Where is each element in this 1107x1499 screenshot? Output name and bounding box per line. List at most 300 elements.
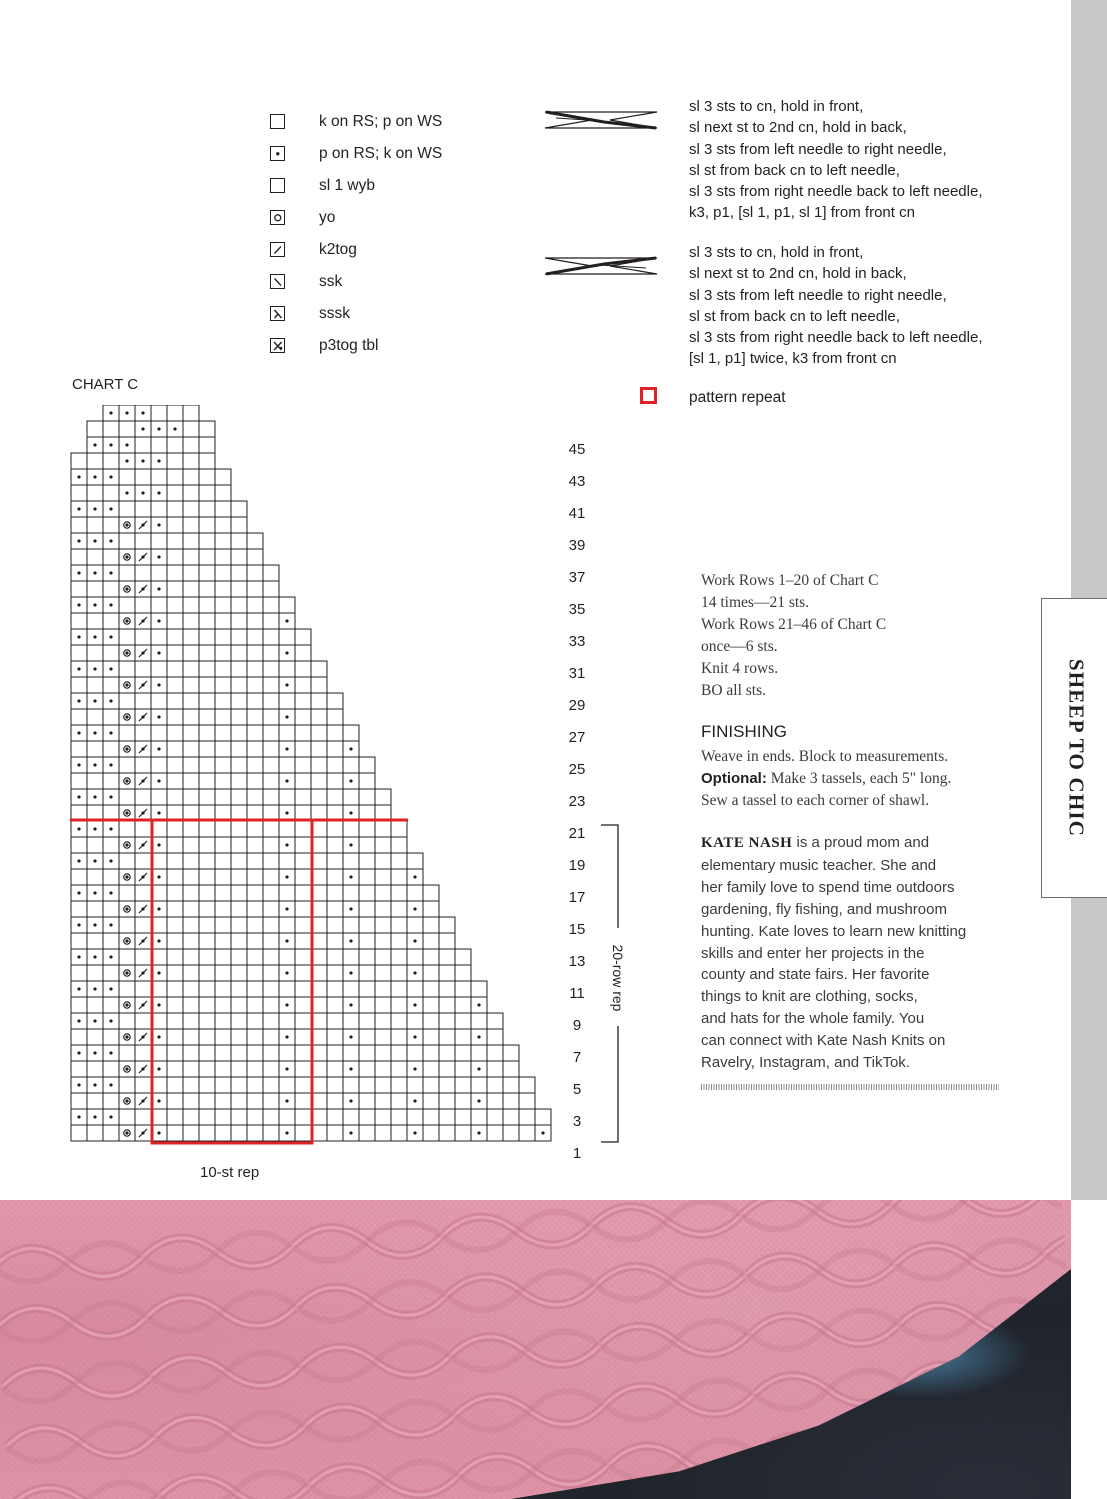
- chart-cell: [407, 1045, 423, 1061]
- chart-cell: [231, 1061, 247, 1077]
- chart-cell: [263, 997, 279, 1013]
- chart-cell: [263, 981, 279, 997]
- chart-cell: [519, 1093, 535, 1109]
- purl-dot: [93, 859, 96, 862]
- chart-cell: [231, 869, 247, 885]
- purl-dot: [125, 411, 128, 414]
- row-number: 9: [572, 1017, 582, 1034]
- chart-cell: [391, 901, 407, 917]
- purl-dot: [109, 1115, 112, 1118]
- chart-cell: [199, 1109, 215, 1125]
- purl-dot: [125, 843, 128, 846]
- chart-cell: [183, 693, 199, 709]
- chart-cell: [199, 789, 215, 805]
- row-number: 3: [572, 1113, 582, 1130]
- purl-dot: [157, 971, 160, 974]
- chart-cell: [455, 997, 471, 1013]
- chart-cell: [247, 1045, 263, 1061]
- chart-cell: [359, 1061, 375, 1077]
- purl-dot: [349, 1035, 352, 1038]
- chart-cell: [103, 453, 119, 469]
- chart-cell: [71, 837, 87, 853]
- chart-cell: [167, 709, 183, 725]
- section-tab-label: SHEEP TO CHIC: [1064, 658, 1089, 838]
- chart-cell: [199, 965, 215, 981]
- chart-cell: [119, 1109, 135, 1125]
- purl-dot: [413, 907, 416, 910]
- chart-cell: [183, 469, 199, 485]
- chart-cell: [311, 677, 327, 693]
- chart-cell: [231, 885, 247, 901]
- chart-cell: [135, 725, 151, 741]
- purl-dot: [125, 907, 128, 910]
- chart-cell: [71, 1093, 87, 1109]
- chart-cell: [375, 933, 391, 949]
- chart-cell: [71, 997, 87, 1013]
- chart-cell: [183, 853, 199, 869]
- chart-cell: [231, 853, 247, 869]
- chart-cell: [295, 1093, 311, 1109]
- chart-cell: [487, 1061, 503, 1077]
- chart-cell: [279, 661, 295, 677]
- chart-cell: [215, 581, 231, 597]
- chart-cell: [279, 885, 295, 901]
- chart-cell: [247, 725, 263, 741]
- chart-cell: [503, 1045, 519, 1061]
- purl-dot: [77, 923, 80, 926]
- chart-cell: [199, 453, 215, 469]
- chart-cell: [215, 981, 231, 997]
- chart-cell: [87, 549, 103, 565]
- chart-cell: [119, 949, 135, 965]
- chart-cell: [295, 869, 311, 885]
- chart-cell: [359, 1013, 375, 1029]
- chart-cell: [215, 501, 231, 517]
- chart-cell: [119, 821, 135, 837]
- chart-cell: [167, 645, 183, 661]
- chart-cell: [343, 853, 359, 869]
- chart-cell: [279, 693, 295, 709]
- chart-cell: [247, 997, 263, 1013]
- chart-cell: [167, 789, 183, 805]
- chart-cell: [103, 613, 119, 629]
- chart-cell: [199, 821, 215, 837]
- chart-cell: [199, 1077, 215, 1093]
- chart-cell: [71, 517, 87, 533]
- chart-cell: [87, 997, 103, 1013]
- finishing-heading: FINISHING: [701, 722, 787, 741]
- chart-cell: [119, 981, 135, 997]
- chart-cell: [199, 901, 215, 917]
- purl-dot: [93, 891, 96, 894]
- chart-cell: [439, 1029, 455, 1045]
- chart-cell: [167, 1029, 183, 1045]
- purl-dot: [125, 811, 128, 814]
- chart-cell: [391, 1093, 407, 1109]
- chart-cell: [295, 1109, 311, 1125]
- chart-cell: [247, 981, 263, 997]
- chart-cell: [231, 917, 247, 933]
- cable-left-description: [689, 242, 983, 370]
- bio-line: Ravelry, Instagram, and TikTok.: [701, 1054, 910, 1072]
- chart-cell: [231, 597, 247, 613]
- chart-cell: [183, 901, 199, 917]
- purl-dot: [77, 1083, 80, 1086]
- chart-cell: [263, 789, 279, 805]
- chart-cell: [327, 917, 343, 933]
- chart-cell: [135, 1013, 151, 1029]
- legend-label: ssk: [319, 273, 343, 290]
- chart-cell: [215, 613, 231, 629]
- chart-cell: [263, 1013, 279, 1029]
- row-number: 41: [568, 505, 586, 522]
- chart-cell: [199, 725, 215, 741]
- chart-cell: [231, 741, 247, 757]
- chart-cell: [135, 1077, 151, 1093]
- purl-dot: [157, 1067, 160, 1070]
- chart-cell: [359, 1093, 375, 1109]
- chart-cell: [199, 757, 215, 773]
- chart-cell: [87, 613, 103, 629]
- purl-dot: [77, 955, 80, 958]
- chart-cell: [167, 693, 183, 709]
- purl-dot: [77, 891, 80, 894]
- chart-cell: [343, 821, 359, 837]
- chart-cell: [199, 549, 215, 565]
- chart-cell: [183, 1045, 199, 1061]
- purl-dot: [413, 939, 416, 942]
- chart-cell: [199, 837, 215, 853]
- chart-cell: [295, 949, 311, 965]
- purl-dot: [125, 715, 128, 718]
- chart-cell: [327, 1125, 343, 1141]
- purl-dot: [125, 651, 128, 654]
- chart-cell: [423, 1093, 439, 1109]
- chart-cell: [87, 1061, 103, 1077]
- chart-cell: [295, 725, 311, 741]
- chart-cell: [183, 1093, 199, 1109]
- chart-cell: [183, 453, 199, 469]
- purl-dot: [77, 827, 80, 830]
- chart-cell: [247, 677, 263, 693]
- chart-cell: [295, 981, 311, 997]
- chart-cell: [263, 693, 279, 709]
- chart-cell: [391, 965, 407, 981]
- section-tab: [1041, 598, 1107, 898]
- purl-dot: [77, 1051, 80, 1054]
- chart-cell: [327, 885, 343, 901]
- chart-cell: [295, 773, 311, 789]
- blank-square-icon: [270, 114, 285, 129]
- purl-dot: [77, 859, 80, 862]
- chart-cell: [247, 565, 263, 581]
- chart-cell: [455, 1093, 471, 1109]
- chart-cell: [375, 981, 391, 997]
- chart-cell: [215, 837, 231, 853]
- chart-cell: [327, 981, 343, 997]
- chart-cell: [87, 517, 103, 533]
- chart-cell: [295, 821, 311, 837]
- chart-cell: [199, 629, 215, 645]
- chart-cell: [247, 789, 263, 805]
- row-number: 37: [568, 569, 586, 586]
- chart-cell: [439, 917, 455, 933]
- purl-dot: [125, 1099, 128, 1102]
- chart-cell: [167, 853, 183, 869]
- chart-cell: [295, 661, 311, 677]
- row-number: 17: [568, 889, 586, 906]
- chart-cell: [215, 565, 231, 581]
- instruction-line: BO all sts.: [701, 682, 767, 699]
- chart-cell: [247, 1093, 263, 1109]
- chart-cell: [215, 517, 231, 533]
- chart-cell: [151, 405, 167, 421]
- chart-cell: [71, 677, 87, 693]
- chart-cell: [119, 885, 135, 901]
- chart-cell: [295, 901, 311, 917]
- legend-label: yo: [319, 209, 336, 226]
- chart-cell: [199, 1045, 215, 1061]
- legend-label: sssk: [319, 305, 350, 322]
- chart-cell: [295, 645, 311, 661]
- cable-line: [sl 1, p1] twice, k3 from front cn: [689, 350, 897, 368]
- chart-cell: [215, 773, 231, 789]
- chart-cell: [215, 693, 231, 709]
- chart-cell: [215, 597, 231, 613]
- finishing-text: [701, 746, 951, 812]
- chart-cell: [471, 1109, 487, 1125]
- legend-label: p on RS; k on WS: [319, 145, 443, 162]
- chart-cell: [359, 965, 375, 981]
- chart-cell: [391, 853, 407, 869]
- chart-cell: [407, 885, 423, 901]
- purl-dot: [125, 779, 128, 782]
- slash-right-icon: [270, 242, 285, 257]
- chart-cell: [103, 677, 119, 693]
- chart-cell: [167, 1013, 183, 1029]
- purl-dot: [349, 1067, 352, 1070]
- purl-dot: [109, 731, 112, 734]
- chart-cell: [263, 1125, 279, 1141]
- chart-cell: [231, 1093, 247, 1109]
- chart-cell: [359, 1125, 375, 1141]
- chart-cell: [199, 1061, 215, 1077]
- chart-cell: [231, 709, 247, 725]
- purl-dot: [125, 747, 128, 750]
- chart-cell: [359, 917, 375, 933]
- chart-cell: [231, 581, 247, 597]
- purl-dot: [125, 1035, 128, 1038]
- chart-cell: [199, 693, 215, 709]
- chart-cell: [247, 1061, 263, 1077]
- finishing-line: Sew a tassel to each corner of shawl.: [701, 792, 930, 809]
- purl-dot: [109, 1083, 112, 1086]
- chart-cell: [327, 949, 343, 965]
- chart-cell: [247, 629, 263, 645]
- cable-line: sl 3 sts to cn, hold in front,: [689, 244, 864, 261]
- purl-dot: [125, 619, 128, 622]
- red-square-icon: [640, 387, 657, 404]
- chart-cell: [439, 1093, 455, 1109]
- purl-dot: [109, 955, 112, 958]
- chart-cell: [71, 773, 87, 789]
- chart-cell: [503, 1077, 519, 1093]
- row-number: 35: [568, 601, 586, 618]
- purl-dot: [77, 667, 80, 670]
- chart-cell: [407, 1109, 423, 1125]
- chart-cell: [167, 661, 183, 677]
- chart-cell: [183, 629, 199, 645]
- purl-dot: [157, 555, 160, 558]
- purl-dot: [541, 1131, 544, 1134]
- chart-cell: [199, 773, 215, 789]
- shawl-photo: [0, 1200, 1071, 1499]
- chart-cell: [103, 1029, 119, 1045]
- legend-label: p3tog tbl: [319, 337, 379, 354]
- chart-cell: [167, 949, 183, 965]
- chart-cell: [247, 693, 263, 709]
- purl-dot: [349, 971, 352, 974]
- chart-cell: [167, 725, 183, 741]
- chart-cell: [183, 565, 199, 581]
- chart-cell: [199, 949, 215, 965]
- chart-cell: [119, 1013, 135, 1029]
- chart-cell: [167, 901, 183, 917]
- chart-cell: [167, 613, 183, 629]
- designer-bio: [701, 832, 966, 1074]
- chart-cell: [423, 933, 439, 949]
- chart-cell: [199, 565, 215, 581]
- chart-cell: [375, 837, 391, 853]
- row-number: 19: [568, 857, 586, 874]
- chart-cell: [231, 933, 247, 949]
- chart-cell: [199, 421, 215, 437]
- chart-cell: [263, 741, 279, 757]
- chart-cell: [231, 661, 247, 677]
- chart-cell: [183, 485, 199, 501]
- chart-cell: [71, 901, 87, 917]
- chart-cell: [263, 1029, 279, 1045]
- chart-cell: [119, 1077, 135, 1093]
- row-number: 31: [568, 665, 586, 682]
- chart-cell: [167, 597, 183, 613]
- row-number: 39: [568, 537, 586, 554]
- row-number: 21: [568, 825, 586, 842]
- chart-cell: [183, 773, 199, 789]
- chart-cell: [247, 533, 263, 549]
- chart-cell: [183, 1061, 199, 1077]
- instruction-line: Knit 4 rows.: [701, 660, 779, 677]
- purl-dot: [77, 539, 80, 542]
- purl-dot: [109, 667, 112, 670]
- purl-dot: [349, 1099, 352, 1102]
- chart-cell: [455, 965, 471, 981]
- chart-cell: [375, 965, 391, 981]
- purl-dot: [157, 523, 160, 526]
- chart-cell: [455, 1045, 471, 1061]
- chart-cell: [183, 1029, 199, 1045]
- chart-cell: [423, 1077, 439, 1093]
- chart-cell: [375, 853, 391, 869]
- legend-label: sl 1 wyb: [319, 177, 375, 194]
- chart-cell: [135, 981, 151, 997]
- chart-cell: [391, 933, 407, 949]
- chart-cell: [263, 773, 279, 789]
- purl-dot: [93, 603, 96, 606]
- chart-cell: [215, 1013, 231, 1029]
- chart-cell: [199, 1125, 215, 1141]
- purl-dot: [157, 491, 160, 494]
- chart-cell: [167, 565, 183, 581]
- purl-dot: [157, 683, 160, 686]
- purl-dot: [93, 795, 96, 798]
- purl-dot: [413, 875, 416, 878]
- purl-dot: [157, 459, 160, 462]
- chart-cell: [87, 869, 103, 885]
- chart-cell: [519, 1125, 535, 1141]
- bio-line: her family love to spend time outdoors: [701, 878, 955, 896]
- chart-cell: [295, 853, 311, 869]
- purl-dot: [157, 747, 160, 750]
- chart-cell: [87, 965, 103, 981]
- chart-cell: [71, 965, 87, 981]
- chart-cell: [215, 485, 231, 501]
- purl-dot: [285, 811, 288, 814]
- chart-cell: [87, 677, 103, 693]
- chart-cell: [279, 629, 295, 645]
- chart-cell: [423, 901, 439, 917]
- chart-cell: [263, 565, 279, 581]
- chart-cell: [183, 533, 199, 549]
- chart-cell: [167, 885, 183, 901]
- chart-cell: [423, 885, 439, 901]
- purl-dot: [93, 1115, 96, 1118]
- chart-cell: [231, 997, 247, 1013]
- chart-cell: [231, 725, 247, 741]
- chart-cell: [199, 885, 215, 901]
- chart-cell: [263, 581, 279, 597]
- chart-cell: [311, 693, 327, 709]
- chart-cell: [231, 981, 247, 997]
- chart-cell: [231, 1125, 247, 1141]
- stitch-repeat-label: 10-st rep: [200, 1164, 260, 1181]
- purl-dot: [285, 1035, 288, 1038]
- chart-cell: [359, 773, 375, 789]
- chart-cell: [231, 693, 247, 709]
- purl-dot: [125, 459, 128, 462]
- chart-cell: [183, 549, 199, 565]
- purl-dot: [413, 971, 416, 974]
- chart-cell: [119, 1045, 135, 1061]
- chart-cell: [103, 709, 119, 725]
- chart-cell: [119, 693, 135, 709]
- chart-cell: [295, 837, 311, 853]
- chart-cell: [183, 997, 199, 1013]
- purl-dot: [413, 1067, 416, 1070]
- chart-cell: [103, 869, 119, 885]
- purl-dot: [413, 1035, 416, 1038]
- purl-dot: [109, 827, 112, 830]
- cable-line: sl st from back cn to left needle,: [689, 307, 900, 325]
- chart-cell: [263, 965, 279, 981]
- chart-cell: [247, 917, 263, 933]
- chart-cell: [215, 757, 231, 773]
- chart-cell: [167, 677, 183, 693]
- purl-dot: [349, 843, 352, 846]
- chart-cell: [295, 1061, 311, 1077]
- chart-cell: [375, 821, 391, 837]
- chart-cell: [183, 741, 199, 757]
